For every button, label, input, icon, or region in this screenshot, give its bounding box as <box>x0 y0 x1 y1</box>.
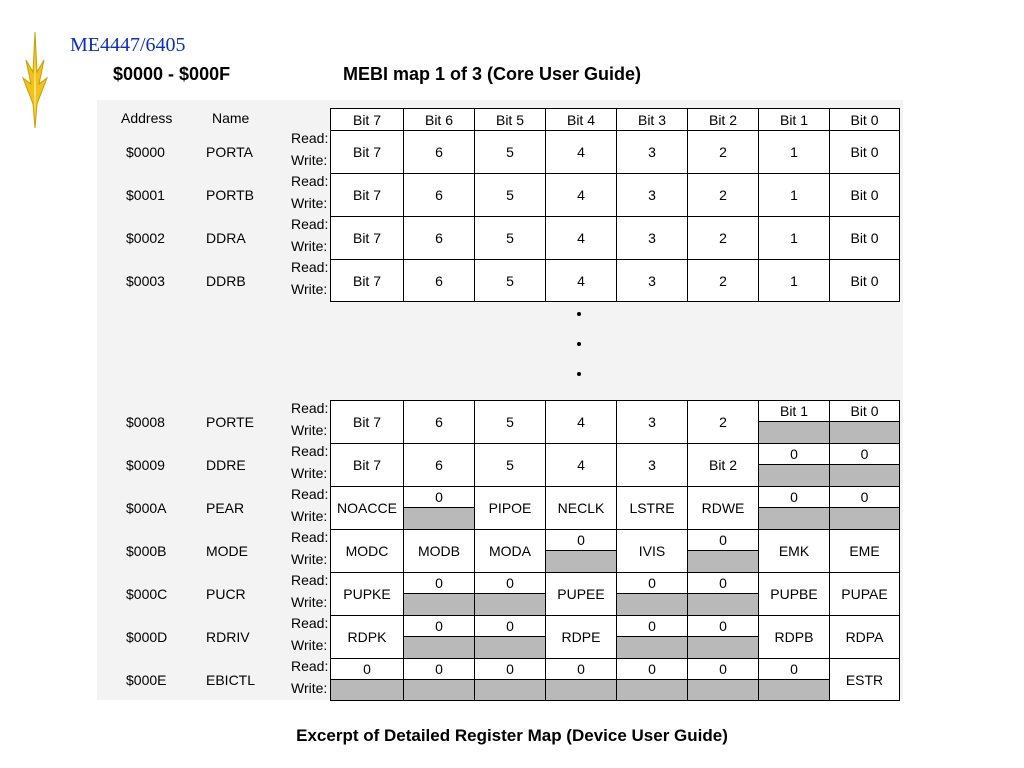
register-address: $0000 <box>126 144 165 160</box>
bit-cell: RDPA <box>829 615 900 658</box>
bit-cell: 4 <box>545 443 616 486</box>
bit-header: Bit 3 <box>616 108 687 130</box>
flame-logo-icon <box>22 32 48 128</box>
write-label: Write: <box>291 679 328 696</box>
read-write-labels <box>291 441 331 484</box>
bit-cell: 6 <box>403 216 474 259</box>
bit-cell: 4 <box>545 173 616 216</box>
write-bit-cell <box>829 464 900 486</box>
bit-cell: PUPEE <box>545 572 616 615</box>
register-name: MODE <box>206 543 248 559</box>
bit-cell: 2 <box>687 400 758 443</box>
register-name: PORTA <box>206 144 253 160</box>
bit-cell: 6 <box>403 130 474 173</box>
write-label: Write: <box>291 636 328 653</box>
read-label: Read: <box>291 400 329 416</box>
bit-cell: Bit 0 <box>829 130 900 173</box>
read-write-labels <box>291 656 331 699</box>
register-address: $000A <box>126 500 167 516</box>
bit-cell: 6 <box>403 259 474 302</box>
bit-cell: 5 <box>474 130 545 173</box>
write-bit-cell <box>687 550 758 572</box>
bit-cell: 5 <box>474 400 545 443</box>
read-bit-cell: 0 <box>687 572 758 593</box>
bit-cell: 2 <box>687 173 758 216</box>
bit-cell: PIPOE <box>474 486 545 529</box>
bit-cell: 5 <box>474 173 545 216</box>
read-bit-cell: 0 <box>474 658 545 679</box>
write-label: Write: <box>291 421 328 438</box>
read-bit-cell: 0 <box>687 529 758 550</box>
bit-cell: 2 <box>687 216 758 259</box>
bit-cell: MODA <box>474 529 545 572</box>
register-address: $0003 <box>126 273 165 289</box>
bit-cell: Bit 7 <box>330 443 403 486</box>
register-address: $0008 <box>126 414 165 430</box>
bit-cell: LSTRE <box>616 486 687 529</box>
write-bit-cell <box>330 679 403 701</box>
bit-cell: 3 <box>616 400 687 443</box>
bit-cell: 6 <box>403 443 474 486</box>
write-bit-cell <box>758 421 829 443</box>
read-write-labels <box>291 484 331 527</box>
register-address: $000C <box>126 586 168 602</box>
write-label: Write: <box>291 151 328 168</box>
bit-cell: PUPAE <box>829 572 900 615</box>
register-address: $000D <box>126 629 168 645</box>
bit-cell: RDPK <box>330 615 403 658</box>
bit-cell: EMK <box>758 529 829 572</box>
read-bit-cell: 0 <box>758 658 829 679</box>
bit-cell: MODC <box>330 529 403 572</box>
read-bit-cell: 0 <box>474 572 545 593</box>
read-write-labels <box>291 171 331 214</box>
read-label: Read: <box>291 259 329 275</box>
read-label: Read: <box>291 443 329 459</box>
read-bit-cell: Bit 1 <box>758 400 829 421</box>
read-label: Read: <box>291 130 329 146</box>
bit-cell: NECLK <box>545 486 616 529</box>
register-address: $0001 <box>126 187 165 203</box>
register-address: $000B <box>126 543 167 559</box>
bit-cell: 4 <box>545 259 616 302</box>
bit-cell: 6 <box>403 173 474 216</box>
write-bit-cell <box>474 636 545 658</box>
bit-cell: IVIS <box>616 529 687 572</box>
register-name: DDRE <box>206 457 246 473</box>
read-label: Read: <box>291 529 329 545</box>
bit-cell: Bit 0 <box>829 216 900 259</box>
read-write-labels <box>291 128 331 171</box>
write-label: Write: <box>291 593 328 610</box>
bit-header: Bit 6 <box>403 108 474 130</box>
register-address: $000E <box>126 672 167 688</box>
read-label: Read: <box>291 615 329 631</box>
read-bit-cell: 0 <box>616 658 687 679</box>
register-name: DDRB <box>206 273 246 289</box>
read-bit-cell: 0 <box>403 615 474 636</box>
read-label: Read: <box>291 216 329 232</box>
read-bit-cell: 0 <box>687 658 758 679</box>
bit-cell: 4 <box>545 216 616 259</box>
bit-cell: 3 <box>616 443 687 486</box>
read-bit-cell: 0 <box>758 486 829 507</box>
bit-cell: Bit 7 <box>330 173 403 216</box>
read-bit-cell: 0 <box>545 529 616 550</box>
bit-cell: 1 <box>758 173 829 216</box>
bit-cell: 4 <box>545 400 616 443</box>
write-bit-cell <box>403 636 474 658</box>
register-name: EBICTL <box>206 672 256 688</box>
register-name: PEAR <box>206 500 245 516</box>
write-label: Write: <box>291 550 328 567</box>
bit-cell: ESTR <box>829 658 900 701</box>
read-write-labels <box>291 613 331 656</box>
write-bit-cell <box>829 421 900 443</box>
course-code: ME4447/6405 <box>70 34 186 56</box>
slide-caption: Excerpt of Detailed Register Map (Device User Guide) <box>296 726 728 745</box>
bit-cell: 3 <box>616 216 687 259</box>
bit-cell: RDPB <box>758 615 829 658</box>
read-bit-cell: 0 <box>829 486 900 507</box>
write-bit-cell <box>616 679 687 701</box>
read-bit-cell: 0 <box>403 572 474 593</box>
bit-cell: 4 <box>545 130 616 173</box>
ellipsis-dot <box>577 372 581 376</box>
bit-cell: 2 <box>687 130 758 173</box>
register-address: $0009 <box>126 457 165 473</box>
bit-cell: 1 <box>758 130 829 173</box>
read-write-labels <box>291 398 331 441</box>
ellipsis-dots <box>577 312 585 402</box>
read-bit-cell: 0 <box>403 486 474 507</box>
bit-cell: Bit 2 <box>687 443 758 486</box>
write-label: Write: <box>291 464 328 481</box>
bit-header: Bit 1 <box>758 108 829 130</box>
ellipsis-dot <box>577 342 581 346</box>
bit-cell: Bit 7 <box>330 400 403 443</box>
read-write-labels <box>291 570 331 613</box>
read-label: Read: <box>291 486 329 502</box>
read-label: Read: <box>291 658 329 674</box>
write-bit-cell <box>545 550 616 572</box>
bit-cell: MODB <box>403 529 474 572</box>
bit-cell: 5 <box>474 443 545 486</box>
write-bit-cell <box>474 593 545 615</box>
bit-cell: 1 <box>758 259 829 302</box>
read-bit-cell: 0 <box>616 572 687 593</box>
write-bit-cell <box>616 636 687 658</box>
write-bit-cell <box>403 593 474 615</box>
write-bit-cell <box>687 593 758 615</box>
bit-header: Bit 2 <box>687 108 758 130</box>
bit-cell: Bit 7 <box>330 259 403 302</box>
read-bit-cell: 0 <box>545 658 616 679</box>
write-label: Write: <box>291 280 328 297</box>
bit-cell: EME <box>829 529 900 572</box>
write-bit-cell <box>545 679 616 701</box>
bit-cell: 2 <box>687 259 758 302</box>
bit-cell: Bit 7 <box>330 216 403 259</box>
write-bit-cell <box>616 593 687 615</box>
read-bit-cell: 0 <box>829 443 900 464</box>
write-label: Write: <box>291 237 328 254</box>
read-write-labels <box>291 214 331 257</box>
bit-cell: Bit 7 <box>330 130 403 173</box>
bit-cell: 6 <box>403 400 474 443</box>
read-label: Read: <box>291 572 329 588</box>
write-bit-cell <box>829 507 900 529</box>
bit-cell: PUPKE <box>330 572 403 615</box>
write-bit-cell <box>474 679 545 701</box>
bit-cell: 3 <box>616 130 687 173</box>
bit-cell: NOACCE <box>330 486 403 529</box>
write-label: Write: <box>291 507 328 524</box>
write-bit-cell <box>687 679 758 701</box>
name-column-header: Name <box>212 110 250 126</box>
read-bit-cell: 0 <box>616 615 687 636</box>
bit-cell: 5 <box>474 216 545 259</box>
address-range-label: $0000 - $000F <box>113 64 231 84</box>
register-name: DDRA <box>206 230 246 246</box>
read-write-labels <box>291 527 331 570</box>
ellipsis-dot <box>577 312 581 316</box>
bit-cell: Bit 0 <box>829 173 900 216</box>
register-name: PUCR <box>206 586 246 602</box>
register-name: PORTB <box>206 187 254 203</box>
write-label: Write: <box>291 194 328 211</box>
bit-cell: PUPBE <box>758 572 829 615</box>
read-write-labels <box>291 257 331 300</box>
read-bit-cell: 0 <box>403 658 474 679</box>
bit-cell: 1 <box>758 216 829 259</box>
read-bit-cell: 0 <box>474 615 545 636</box>
register-name: PORTE <box>206 414 254 430</box>
read-bit-cell: 0 <box>758 443 829 464</box>
bit-cell: 5 <box>474 259 545 302</box>
bit-cell: RDPE <box>545 615 616 658</box>
bit-cell: 3 <box>616 259 687 302</box>
bit-header: Bit 7 <box>330 108 403 130</box>
bit-header: Bit 0 <box>829 108 900 130</box>
bit-cell: Bit 0 <box>829 259 900 302</box>
write-bit-cell <box>758 464 829 486</box>
bit-header: Bit 4 <box>545 108 616 130</box>
write-bit-cell <box>758 679 829 701</box>
bit-cell: 3 <box>616 173 687 216</box>
read-bit-cell: 0 <box>687 615 758 636</box>
bit-header: Bit 5 <box>474 108 545 130</box>
bit-cell: RDWE <box>687 486 758 529</box>
write-bit-cell <box>403 679 474 701</box>
register-address: $0002 <box>126 230 165 246</box>
address-column-header: Address <box>121 110 173 126</box>
read-bit-cell: Bit 0 <box>829 400 900 421</box>
write-bit-cell <box>687 636 758 658</box>
map-title: MEBI map 1 of 3 (Core User Guide) <box>343 64 642 84</box>
write-bit-cell <box>758 507 829 529</box>
write-bit-cell <box>403 507 474 529</box>
register-name: RDRIV <box>206 629 250 645</box>
read-label: Read: <box>291 173 329 189</box>
read-bit-cell: 0 <box>330 658 403 679</box>
